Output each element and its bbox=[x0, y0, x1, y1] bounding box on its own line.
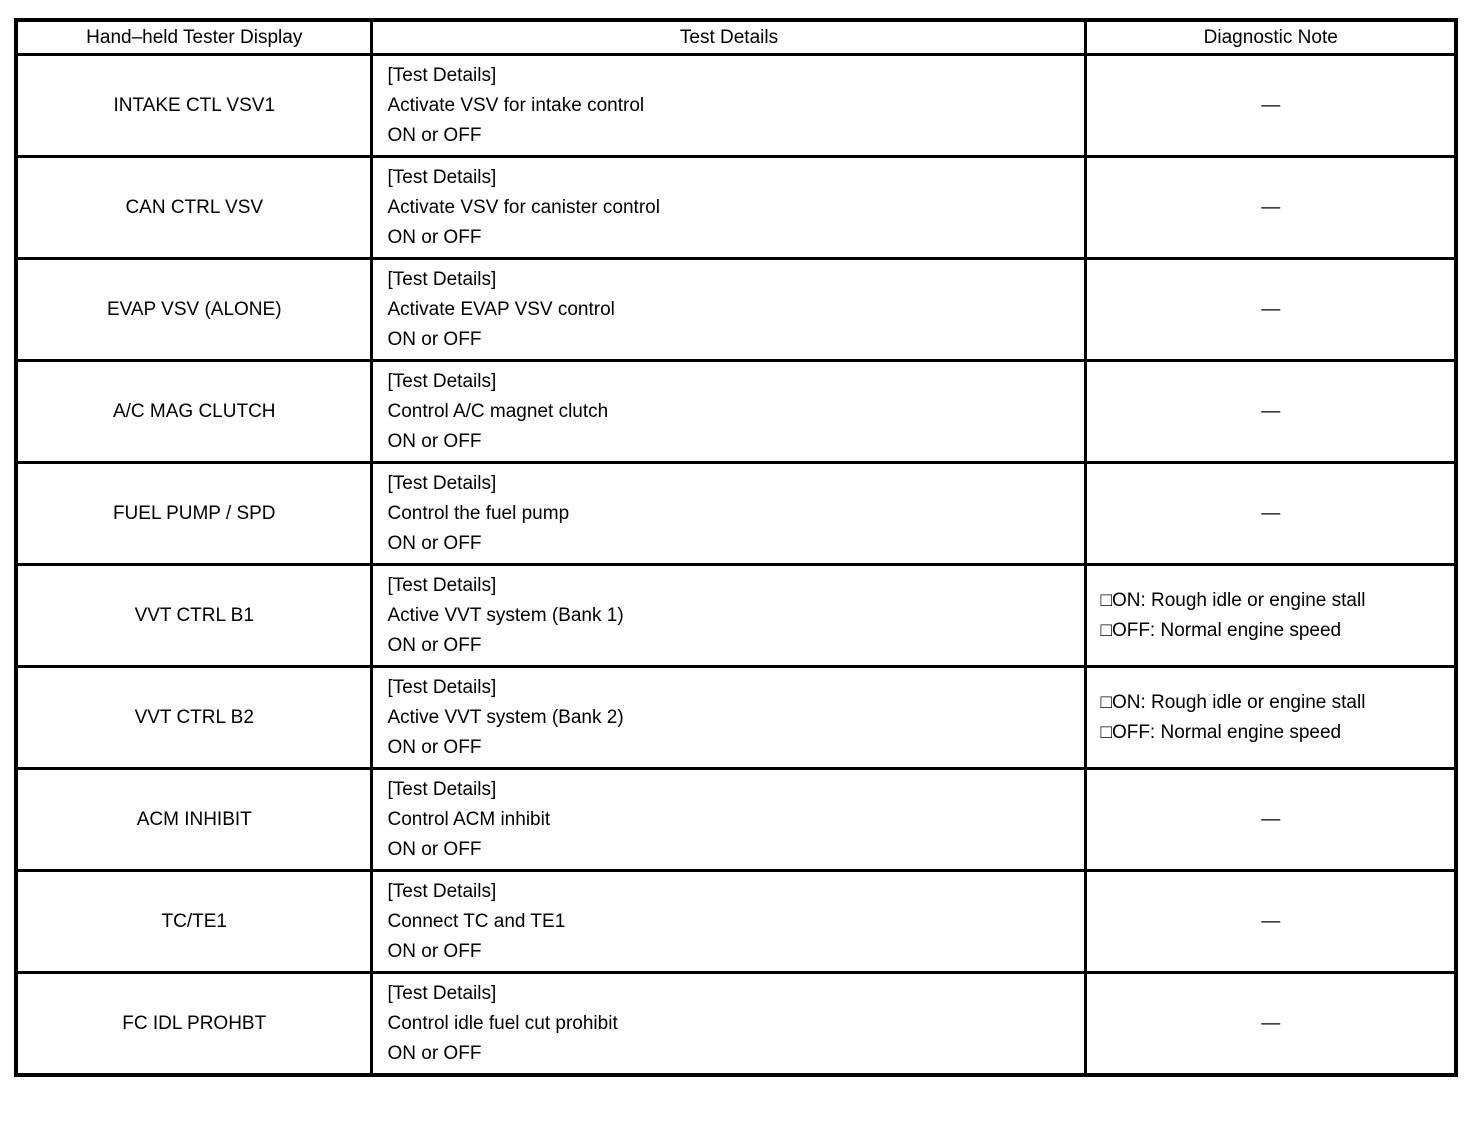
test-details-cell bbox=[372, 361, 1086, 463]
diagnostic-note-dash: — bbox=[1261, 196, 1281, 218]
diagnostic-note-cell bbox=[1086, 157, 1456, 259]
diagnostic-note-dash: — bbox=[1261, 1012, 1281, 1034]
tester-display-cell: FUEL PUMP / SPD bbox=[16, 463, 372, 565]
test-details-cell bbox=[372, 55, 1086, 157]
test-details-cell bbox=[372, 667, 1086, 769]
column-header-diagnostic-note: Diagnostic Note bbox=[1086, 20, 1456, 55]
test-details-line: ON or OFF bbox=[387, 226, 482, 248]
tester-display-cell: INTAKE CTL VSV1 bbox=[16, 55, 372, 157]
column-header-tester-display: Hand–held Tester Display bbox=[16, 20, 372, 55]
diagnostic-note-dash: — bbox=[1261, 808, 1281, 830]
table-row bbox=[16, 667, 1456, 769]
test-details-line: ON or OFF bbox=[387, 940, 482, 962]
test-details-line: ON or OFF bbox=[387, 634, 482, 656]
test-details-line: Control idle fuel cut prohibit bbox=[387, 1012, 618, 1034]
diagnostic-note-line: □ON: Rough idle or engine stall bbox=[1100, 691, 1366, 713]
test-details-line: Activate VSV for intake control bbox=[387, 94, 645, 116]
test-details-line: Control A/C magnet clutch bbox=[387, 400, 609, 422]
tester-display-cell: A/C MAG CLUTCH bbox=[16, 361, 372, 463]
test-details-line: ON or OFF bbox=[387, 532, 482, 554]
table-row bbox=[16, 565, 1456, 667]
diagnostic-note-dash: — bbox=[1261, 94, 1281, 116]
test-details-line: [Test Details] bbox=[387, 64, 497, 86]
test-details-line: Activate EVAP VSV control bbox=[387, 298, 615, 320]
tester-display-cell: FC IDL PROHBT bbox=[16, 973, 372, 1076]
diagnostic-note-cell bbox=[1086, 55, 1456, 157]
test-details-line: [Test Details] bbox=[387, 370, 497, 392]
table-row bbox=[16, 871, 1456, 973]
tester-display-cell: EVAP VSV (ALONE) bbox=[16, 259, 372, 361]
diagnostic-note-line: □OFF: Normal engine speed bbox=[1100, 721, 1342, 743]
diagnostic-note-dash: — bbox=[1261, 502, 1281, 524]
tester-display-cell: CAN CTRL VSV bbox=[16, 157, 372, 259]
test-details-line: Active VVT system (Bank 2) bbox=[387, 706, 624, 728]
test-details-cell bbox=[372, 157, 1086, 259]
table-row bbox=[16, 55, 1456, 157]
diagnostic-note-dash: — bbox=[1261, 910, 1281, 932]
table-row bbox=[16, 463, 1456, 565]
table-row bbox=[16, 769, 1456, 871]
diagnostic-note-cell bbox=[1086, 259, 1456, 361]
diagnostic-table bbox=[14, 18, 1458, 1077]
diagnostic-note-cell bbox=[1086, 871, 1456, 973]
test-details-line: [Test Details] bbox=[387, 166, 497, 188]
test-details-line: Connect TC and TE1 bbox=[387, 910, 566, 932]
test-details-line: ON or OFF bbox=[387, 328, 482, 350]
test-details-line: ON or OFF bbox=[387, 1042, 482, 1064]
diagnostic-note-cell bbox=[1086, 667, 1456, 769]
tester-display-cell: ACM INHIBIT bbox=[16, 769, 372, 871]
test-details-line: ON or OFF bbox=[387, 124, 482, 146]
test-details-line: [Test Details] bbox=[387, 778, 497, 800]
test-details-line: [Test Details] bbox=[387, 472, 497, 494]
tester-display-cell: VVT CTRL B2 bbox=[16, 667, 372, 769]
diagnostic-note-line: □OFF: Normal engine speed bbox=[1100, 619, 1342, 641]
test-details-cell bbox=[372, 871, 1086, 973]
test-details-line: ON or OFF bbox=[387, 838, 482, 860]
diagnostic-note-dash: — bbox=[1261, 298, 1281, 320]
diagnostic-note-cell bbox=[1086, 769, 1456, 871]
diagnostic-note-cell bbox=[1086, 973, 1456, 1076]
diagnostic-note-cell bbox=[1086, 361, 1456, 463]
table-row bbox=[16, 973, 1456, 1076]
test-details-cell bbox=[372, 565, 1086, 667]
diagnostic-note-cell bbox=[1086, 463, 1456, 565]
tester-display-cell: VVT CTRL B1 bbox=[16, 565, 372, 667]
tester-display-cell: TC/TE1 bbox=[16, 871, 372, 973]
test-details-cell bbox=[372, 463, 1086, 565]
test-details-line: ON or OFF bbox=[387, 736, 482, 758]
test-details-line: ON or OFF bbox=[387, 430, 482, 452]
column-header-test-details: Test Details bbox=[372, 20, 1086, 55]
test-details-line: [Test Details] bbox=[387, 574, 497, 596]
table-row bbox=[16, 259, 1456, 361]
diagnostic-note-dash: — bbox=[1261, 400, 1281, 422]
table-row bbox=[16, 361, 1456, 463]
test-details-cell bbox=[372, 259, 1086, 361]
test-details-cell bbox=[372, 769, 1086, 871]
diagnostic-note-line: □ON: Rough idle or engine stall bbox=[1100, 589, 1366, 611]
diagnostic-note-cell bbox=[1086, 565, 1456, 667]
test-details-line: [Test Details] bbox=[387, 982, 497, 1004]
table-header-row bbox=[16, 20, 1456, 55]
test-details-line: [Test Details] bbox=[387, 676, 497, 698]
test-details-cell bbox=[372, 973, 1086, 1076]
test-details-line: Control the fuel pump bbox=[387, 502, 570, 524]
test-details-line: Active VVT system (Bank 1) bbox=[387, 604, 624, 626]
test-details-line: [Test Details] bbox=[387, 268, 497, 290]
test-details-line: Activate VSV for canister control bbox=[387, 196, 660, 218]
table-row bbox=[16, 157, 1456, 259]
test-details-line: Control ACM inhibit bbox=[387, 808, 551, 830]
test-details-line: [Test Details] bbox=[387, 880, 497, 902]
